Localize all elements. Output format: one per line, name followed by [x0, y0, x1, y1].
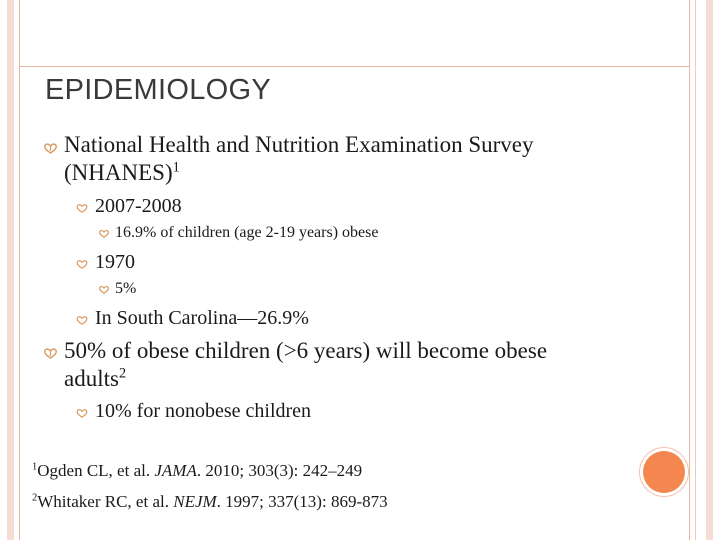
frame-line-right [689, 0, 690, 540]
fleuron-bullet-icon [76, 315, 88, 325]
reference-1 [32, 461, 362, 481]
sub-bullet-nonobese: 10% for nonobese children [95, 400, 312, 422]
fleuron-bullet-icon [44, 347, 57, 359]
sub-bullet-1970: 1970 [95, 251, 135, 273]
frame-line-right-inner [695, 0, 696, 540]
reference-2-authors: Whitaker RC, et al. [37, 492, 174, 511]
reference-1-marker: 1 [32, 461, 38, 473]
bullet-obese-adults-text: adults [64, 366, 119, 391]
sub-bullet-south-carolina: In South Carolina—26.9% [95, 307, 309, 329]
reference-1-authors: Ogden CL, et al. [37, 461, 155, 480]
slide-title: EPIDEMIOLOGY [45, 74, 271, 106]
bullet-nhanes-text: (NHANES) [64, 160, 173, 185]
reference-1-journal: JAMA [154, 461, 197, 480]
reference-2-journal: NEJM [173, 492, 217, 511]
fleuron-bullet-icon [76, 259, 88, 269]
footnote-marker-1: 1 [172, 159, 180, 176]
decorative-circle [643, 451, 685, 493]
fleuron-bullet-icon [99, 285, 109, 294]
sub-sub-bullet-16-9: 16.9% of children (age 2-19 years) obese [115, 224, 379, 241]
footnote-marker-2: 2 [118, 365, 127, 382]
reference-2-details: . 1997; 337(13): 869-873 [216, 492, 388, 511]
reference-2-marker: 2 [32, 492, 38, 504]
bullet-obese-adults-line2 [64, 366, 126, 392]
reference-1-details: . 2010; 303(3): 242–249 [196, 461, 363, 480]
frame-line-left [19, 0, 20, 540]
fleuron-bullet-icon [76, 203, 88, 213]
sub-sub-bullet-5-percent: 5% [115, 280, 137, 297]
fleuron-bullet-icon [99, 229, 109, 238]
fleuron-bullet-icon [44, 142, 57, 154]
reference-2 [32, 492, 388, 512]
bullet-nhanes-line2 [64, 160, 180, 186]
bullet-nhanes-line1: National Health and Nutrition Examination Survey [64, 132, 534, 157]
bullet-obese-adults-line1: 50% of obese children (>6 years) will become obese [64, 338, 548, 363]
title-divider [20, 66, 689, 67]
sub-bullet-2007-2008: 2007-2008 [95, 195, 182, 217]
fleuron-bullet-icon [76, 408, 88, 418]
